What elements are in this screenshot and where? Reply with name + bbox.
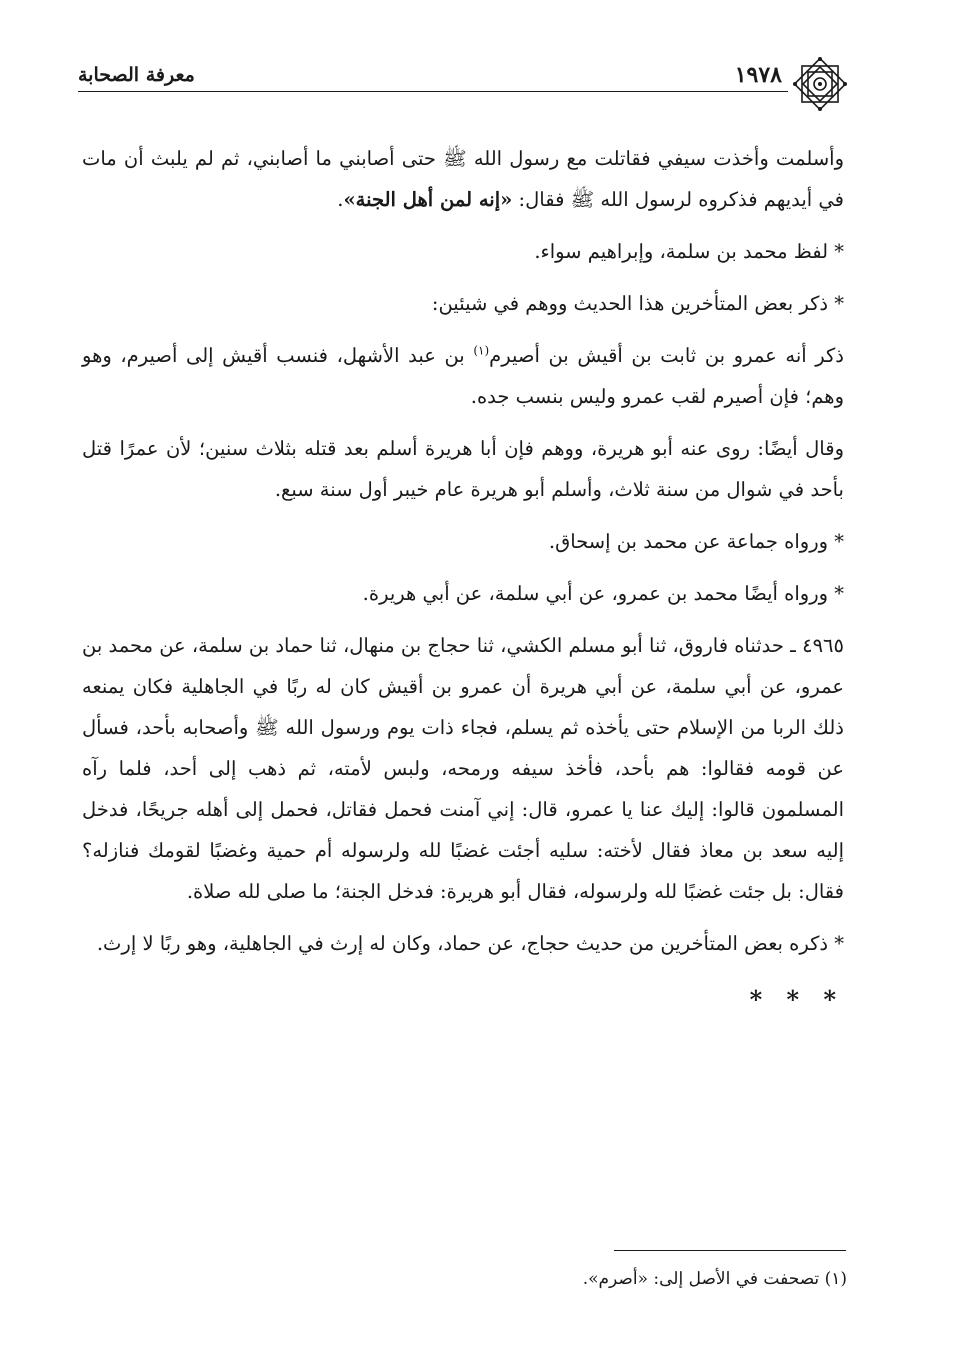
paragraph-4: [82, 335, 844, 417]
page-header: [78, 60, 848, 110]
footnote: [147, 1264, 847, 1294]
paragraph-4-text-a: ذكر أنه عمرو بن ثابت بن أقيش بن أصيرم: [489, 344, 844, 367]
paragraph-1-end: .: [337, 188, 344, 211]
body-text: [82, 138, 844, 1020]
paragraph-3: * ذكر بعض المتأخرين هذا الحديث ووهم في شيئين:: [431, 292, 844, 315]
paragraph-1: [82, 138, 844, 220]
prophetic-quote: «إنه لمن أهل الجنة»: [343, 188, 513, 211]
footnote-reference: (١): [473, 343, 490, 358]
paragraph-5: وقال أيضًا: روى عنه أبو هريرة، ووهم فإن أبا هريرة أسلم بعد قتله بثلاث سنين؛ لأن عمرًا قتل بأحد في شوال من سنة ثلاث، وأسلم أبو هريرة عام خيبر أول سنة سبع.: [82, 437, 844, 501]
header-rule: [78, 91, 788, 92]
hadith-4965: ٤٩٦٥ ـ حدثناه فاروق، ثنا أبو مسلم الكشي، ثنا حجاج بن منهال، ثنا حماد بن سلمة، عن محمد بن عمرو، عن أبي سلمة، عن أبي هريرة أن عمرو بن أقيش كان له ربًا في الجاهلية فكان يمنعه ذلك الربا من الإسلام حتى يأخذه ثم يسلم، فجاء ذات يوم ورسول الله ﷺ وأصحابه بأحد، فسأل عن قومه فقالوا: هم بأحد، فأخذ سيفه ورمحه، ولبس لأمته، ثم ذهب إلى أحد، فلما رآه المسلمون قالوا: إليك عنا يا عمرو، قال: إني آمنت فحمل فقاتل، فحمل إلى أهله جريحًا، فدخل إليه سعد بن معاذ فقال لأخته: سليه أجئت غضبًا لله ولرسوله أم حمية وغضبًا لقومك فنازله؟ فقال: بل جئت غضبًا لله ولرسوله، فقال أبو هريرة: فدخل الجنة؛ ما صلى لله صلاة.: [82, 634, 844, 903]
footnote-marker: (١): [824, 1269, 847, 1289]
page-number: ١٩٧٨: [734, 62, 782, 88]
section-divider: * * *: [749, 985, 844, 1014]
octagram-ornament-icon: [792, 56, 848, 112]
paragraph-6: * ورواه جماعة عن محمد بن إسحاق.: [548, 530, 844, 553]
footnote-text: تصحفت في الأصل إلى: «أصرم».: [582, 1269, 825, 1289]
running-title: معرفة الصحابة: [78, 64, 195, 86]
footnote-rule: [614, 1250, 846, 1251]
paragraph-2: * لفظ محمد بن سلمة، وإبراهيم سواء.: [534, 240, 844, 263]
paragraph-1-text: وأسلمت وأخذت سيفي فقاتلت مع رسول الله ﷺ حتى أصابني ما أصابني، ثم لم يلبث أن مات في أيديهم فذكروه لرسول الله ﷺ فقال:: [82, 147, 844, 211]
paragraph-7: * ورواه أيضًا محمد بن عمرو، عن أبي سلمة، عن أبي هريرة.: [362, 582, 844, 605]
paragraph-9: * ذكره بعض المتأخرين من حديث حجاج، عن حماد، وكان له إرث في الجاهلية، وهو ربًا لا إرث.: [96, 932, 844, 955]
paragraph-4-text-b: بن عبد الأشهل، فنسب أقيش إلى أصيرم، وهو وهم؛ فإن أصيرم لقب عمرو وليس بنسب جده.: [82, 344, 844, 408]
